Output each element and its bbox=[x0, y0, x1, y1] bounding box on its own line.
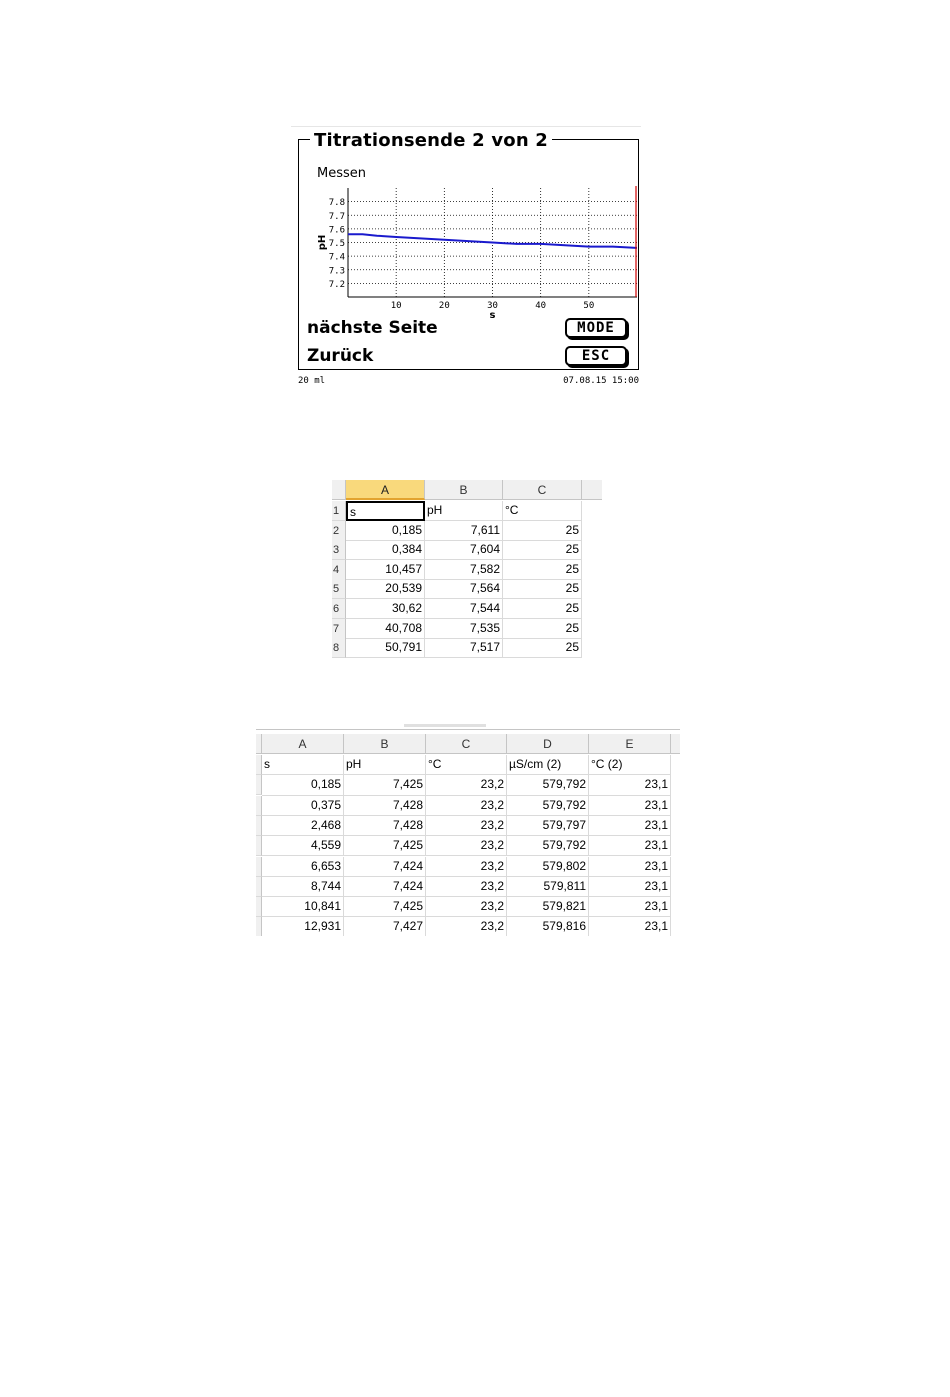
x-tick-label: 30 bbox=[487, 301, 498, 311]
table-cell[interactable]: 23,2 bbox=[426, 917, 507, 936]
table-cell[interactable]: 23,2 bbox=[426, 836, 507, 856]
header-cell[interactable]: s bbox=[346, 501, 425, 521]
volume-readout: 20 ml bbox=[298, 376, 326, 386]
table-cell[interactable]: 579,811 bbox=[507, 877, 589, 897]
column-header-c[interactable]: C bbox=[503, 480, 582, 500]
table-cell[interactable]: 23,1 bbox=[589, 796, 671, 816]
column-header-e[interactable]: E bbox=[589, 734, 671, 754]
sheet-grid bbox=[256, 734, 680, 936]
back-label: Zurück bbox=[307, 346, 374, 366]
table-cell[interactable]: 0,375 bbox=[262, 796, 344, 816]
table-cell[interactable]: 25 bbox=[503, 599, 582, 619]
table-cell[interactable]: 7,535 bbox=[425, 619, 503, 639]
table-cell[interactable]: 579,802 bbox=[507, 857, 589, 877]
y-tick-label: 7.8 bbox=[328, 198, 345, 209]
row-header[interactable]: 4 bbox=[332, 560, 346, 580]
table-cell[interactable]: 40,708 bbox=[346, 619, 425, 639]
y-tick-label: 7.7 bbox=[328, 211, 345, 222]
table-cell[interactable]: 25 bbox=[503, 540, 582, 560]
mode-button[interactable]: MODE bbox=[565, 318, 627, 338]
spreadsheet-2 bbox=[256, 724, 680, 936]
x-axis-label: s bbox=[489, 310, 496, 321]
table-cell[interactable]: 20,539 bbox=[346, 579, 425, 599]
header-cell[interactable]: °C bbox=[426, 755, 507, 775]
table-cell[interactable]: 7,517 bbox=[425, 638, 503, 658]
table-cell[interactable]: 7,611 bbox=[425, 521, 503, 541]
table-cell[interactable]: 7,425 bbox=[344, 836, 426, 856]
screen-frame bbox=[298, 139, 639, 370]
column-header-a[interactable]: A bbox=[262, 734, 344, 754]
table-cell[interactable]: 7,425 bbox=[344, 775, 426, 795]
header-cell[interactable]: °C (2) bbox=[589, 755, 671, 775]
y-axis-label: pH bbox=[317, 234, 328, 251]
table-cell[interactable]: 7,564 bbox=[425, 579, 503, 599]
table-cell[interactable]: 25 bbox=[503, 521, 582, 541]
table-cell[interactable]: 10,457 bbox=[346, 560, 425, 580]
table-cell[interactable]: 25 bbox=[503, 619, 582, 639]
table-cell[interactable]: 23,1 bbox=[589, 917, 671, 936]
spreadsheet-1 bbox=[332, 480, 602, 662]
divider bbox=[291, 126, 641, 127]
table-cell[interactable]: 0,185 bbox=[262, 775, 344, 795]
row-header[interactable]: 7 bbox=[332, 619, 346, 639]
table-cell[interactable]: 23,1 bbox=[589, 836, 671, 856]
row-header[interactable]: 1 bbox=[332, 501, 346, 521]
table-cell[interactable]: 7,604 bbox=[425, 540, 503, 560]
table-cell[interactable]: 23,2 bbox=[426, 877, 507, 897]
column-header-c[interactable]: C bbox=[426, 734, 507, 754]
y-tick-label: 7.4 bbox=[328, 252, 345, 263]
table-cell[interactable]: 579,821 bbox=[507, 897, 589, 917]
x-tick-label: 20 bbox=[438, 301, 450, 311]
table-cell[interactable]: 7,427 bbox=[344, 917, 426, 936]
header-cell[interactable]: pH bbox=[425, 501, 503, 521]
ph-time-chart bbox=[317, 186, 637, 321]
table-cell[interactable]: 7,425 bbox=[344, 897, 426, 917]
table-cell[interactable]: 23,1 bbox=[589, 857, 671, 877]
y-tick-label: 7.3 bbox=[328, 266, 345, 277]
table-cell[interactable]: 12,931 bbox=[262, 917, 344, 936]
x-tick-label: 50 bbox=[583, 301, 595, 311]
table-cell[interactable]: 7,424 bbox=[344, 857, 426, 877]
table-cell[interactable]: 7,428 bbox=[344, 796, 426, 816]
y-tick-label: 7.6 bbox=[328, 225, 345, 236]
device-subtitle: Messen bbox=[317, 166, 366, 181]
next-page-label: nächste Seite bbox=[307, 318, 438, 338]
table-cell[interactable]: 25 bbox=[503, 579, 582, 599]
column-header-b[interactable]: B bbox=[344, 734, 426, 754]
table-cell[interactable]: 23,2 bbox=[426, 897, 507, 917]
table-cell[interactable]: 2,468 bbox=[262, 816, 344, 836]
table-cell[interactable]: 23,2 bbox=[426, 816, 507, 836]
table-cell[interactable]: 4,559 bbox=[262, 836, 344, 856]
table-cell[interactable]: 50,791 bbox=[346, 638, 425, 658]
table-cell[interactable]: 23,2 bbox=[426, 796, 507, 816]
header-cell[interactable]: °C bbox=[503, 501, 582, 521]
table-cell[interactable]: 579,792 bbox=[507, 796, 589, 816]
table-cell[interactable]: 23,1 bbox=[589, 877, 671, 897]
table-cell[interactable]: 10,841 bbox=[262, 897, 344, 917]
table-cell[interactable]: 0,384 bbox=[346, 540, 425, 560]
table-cell[interactable]: 23,2 bbox=[426, 775, 507, 795]
row-header[interactable]: 2 bbox=[332, 521, 346, 541]
table-cell[interactable]: 23,1 bbox=[589, 897, 671, 917]
column-header-a[interactable]: A bbox=[346, 480, 425, 500]
row-header[interactable]: 6 bbox=[332, 599, 346, 619]
table-cell[interactable]: 8,744 bbox=[262, 877, 344, 897]
device-screen bbox=[291, 126, 641, 392]
table-cell[interactable]: 23,1 bbox=[589, 816, 671, 836]
table-cell[interactable]: 23,2 bbox=[426, 857, 507, 877]
column-header-d[interactable]: D bbox=[507, 734, 589, 754]
table-cell[interactable]: 579,792 bbox=[507, 836, 589, 856]
sheet-tab-edge bbox=[404, 724, 486, 727]
table-cell[interactable]: 7,582 bbox=[425, 560, 503, 580]
x-tick-label: 40 bbox=[535, 301, 547, 311]
x-tick-label: 10 bbox=[390, 301, 402, 311]
header-cell[interactable]: s bbox=[262, 755, 344, 775]
column-header-b[interactable]: B bbox=[425, 480, 503, 500]
y-tick-label: 7.5 bbox=[328, 239, 345, 249]
table-cell[interactable]: 23,1 bbox=[589, 775, 671, 795]
esc-button[interactable]: ESC bbox=[565, 346, 627, 366]
column-header-filler[interactable] bbox=[671, 734, 680, 754]
table-cell[interactable]: 579,797 bbox=[507, 816, 589, 836]
column-header-filler[interactable] bbox=[582, 480, 602, 500]
table-cell[interactable]: 579,816 bbox=[507, 917, 589, 936]
row-header[interactable]: 5 bbox=[332, 579, 346, 599]
header-cell[interactable]: pH bbox=[344, 755, 426, 775]
table-cell[interactable]: 6,653 bbox=[262, 857, 344, 877]
device-title: Titrationsende 2 von 2 bbox=[310, 130, 552, 152]
table-cell[interactable]: 25 bbox=[503, 560, 582, 580]
table-cell[interactable]: 7,428 bbox=[344, 816, 426, 836]
y-tick-label: 7.2 bbox=[328, 279, 345, 290]
datetime-readout: 07.08.15 15:00 bbox=[563, 376, 639, 386]
table-cell[interactable]: 7,544 bbox=[425, 599, 503, 619]
table-cell[interactable]: 7,424 bbox=[344, 877, 426, 897]
select-all-corner[interactable] bbox=[332, 480, 346, 500]
table-cell[interactable]: 0,185 bbox=[346, 521, 425, 541]
table-cell[interactable]: 579,792 bbox=[507, 775, 589, 795]
row-header[interactable]: 3 bbox=[332, 540, 346, 560]
table-cell[interactable]: 25 bbox=[503, 638, 582, 658]
header-cell[interactable]: µS/cm (2) bbox=[507, 755, 589, 775]
divider bbox=[256, 729, 680, 730]
row-header[interactable]: 8 bbox=[332, 638, 346, 658]
table-cell[interactable]: 30,62 bbox=[346, 599, 425, 619]
